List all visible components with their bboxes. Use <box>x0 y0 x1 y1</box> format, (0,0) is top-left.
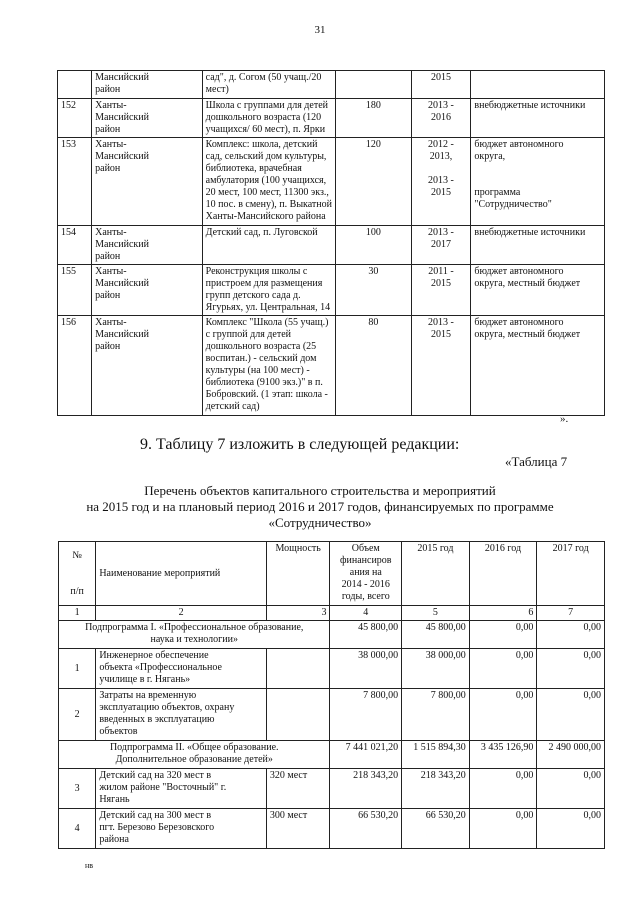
row-source: бюджет автономного округа, местный бюджет <box>471 265 605 316</box>
row-years: 2013 - 2015 <box>411 316 471 416</box>
header-2016: 2016 год <box>469 542 537 606</box>
index-cell: 7 <box>537 606 605 621</box>
footer-mark: нв <box>85 861 94 870</box>
index-cell: 6 <box>469 606 537 621</box>
subprogram-row <box>59 741 605 769</box>
program-table-body <box>59 542 605 849</box>
table-row <box>58 316 605 416</box>
row-2016: 0,00 <box>469 649 537 689</box>
program-table <box>58 541 605 849</box>
row-number: 153 <box>58 138 92 226</box>
row-capacity: 320 мест <box>266 769 330 809</box>
row-years: 2012 - 2013, 2013 - 2015 <box>411 138 471 226</box>
row-years: 2011 - 2015 <box>411 265 471 316</box>
row-source: внебюджетные источники <box>471 226 605 265</box>
table-label: «Таблица 7 <box>505 454 568 469</box>
index-cell: 3 <box>266 606 330 621</box>
table-row <box>58 71 605 99</box>
row-2017: 0,00 <box>537 649 605 689</box>
header-financing: Объем финансиров ания на 2014 - 2016 годы, всего <box>330 542 402 606</box>
row-district: Ханты- Мансийский район <box>92 99 203 138</box>
row-object: Реконструкция школы с пристроем для размещения групп детского сада д. Ягурьях, ул. Центральная, 14 <box>202 265 336 316</box>
row-number: 1 <box>59 649 96 689</box>
table-row <box>58 226 605 265</box>
row-district: Ханты- Мансийский район <box>92 265 203 316</box>
subprogram-row <box>59 621 605 649</box>
row-capacity: 30 <box>336 265 411 316</box>
index-cell: 2 <box>96 606 267 621</box>
header-2017: 2017 год <box>537 542 605 606</box>
row-2017: 0,00 <box>537 689 605 741</box>
row-district: Мансийский район <box>92 71 203 99</box>
header-capacity: Мощность <box>266 542 330 606</box>
subprogram-2015: 45 800,00 <box>402 621 470 649</box>
subprogram-2016: 3 435 126,90 <box>469 741 537 769</box>
row-financing: 218 343,20 <box>330 769 402 809</box>
row-number <box>58 71 92 99</box>
row-object: Комплекс "Школа (55 учащ.) с группой для детей дошкольного возраста (25 воспитан.) - сельский дом культуры (на 100 мест) - библиотека (9100 экз.)" в п. Бобровский. (1 этап: школа - детский сад) <box>202 316 336 416</box>
row-capacity: 300 мест <box>266 809 330 849</box>
row-name: Детский сад на 300 мест в пгт. Березово Березовского района <box>96 809 267 849</box>
table-row <box>59 689 605 741</box>
row-number: 152 <box>58 99 92 138</box>
subprogram-2016: 0,00 <box>469 621 537 649</box>
row-name: Инженерное обеспечение объекта «Профессиональное училище в г. Нягань» <box>96 649 267 689</box>
row-capacity: 180 <box>336 99 411 138</box>
row-object: Школа с группами для детей дошкольного возраста (120 учащихся/ 60 мест), п. Ярки <box>202 99 336 138</box>
table-index-row <box>59 606 605 621</box>
row-2017: 0,00 <box>537 809 605 849</box>
header-num: № п/п <box>59 542 96 606</box>
row-number: 2 <box>59 689 96 741</box>
row-2016: 0,00 <box>469 809 537 849</box>
table-row <box>59 649 605 689</box>
row-object: Детский сад, п. Луговской <box>202 226 336 265</box>
subprogram-financing: 45 800,00 <box>330 621 402 649</box>
row-district: Ханты- Мансийский район <box>92 226 203 265</box>
row-source: бюджет автономного округа, местный бюджет <box>471 316 605 416</box>
row-number: 154 <box>58 226 92 265</box>
row-object: Комплекс: школа, детский сад, сельский дом культуры, библиотека, врачебная амбулатория (100 учащихся, 20 мест, 100 мест, 11300 экз., 10 пос. в смену), п. Выкатной Ханты-Мансийского района <box>202 138 336 226</box>
table-title: Перечень объектов капитального строительства и мероприятий на 2015 год и на плановый период 2016 и 2017 годов, финансируемых по программе «Сотрудничество» <box>86 483 554 530</box>
row-capacity: 80 <box>336 316 411 416</box>
row-number: 3 <box>59 769 96 809</box>
row-years: 2015 <box>411 71 471 99</box>
index-cell: 5 <box>402 606 470 621</box>
row-capacity <box>266 649 330 689</box>
row-number: 4 <box>59 809 96 849</box>
table-row <box>58 265 605 316</box>
row-financing: 7 800,00 <box>330 689 402 741</box>
row-name: Затраты на временную эксплуатацию объектов, охрану введенных в эксплуатацию объектов <box>96 689 267 741</box>
row-years: 2013 - 2016 <box>411 99 471 138</box>
objects-table-continued <box>57 70 605 416</box>
header-name: Наименование мероприятий <box>96 542 267 606</box>
subprogram-2017: 2 490 000,00 <box>537 741 605 769</box>
page-number: 31 <box>314 24 326 36</box>
row-capacity: 120 <box>336 138 411 226</box>
row-name: Детский сад на 320 мест в жилом районе "Восточный" г. Нягань <box>96 769 267 809</box>
table-row <box>58 138 605 226</box>
subprogram-label: Подпрограмма II. «Общее образование. Дополнительное образование детей» <box>59 741 330 769</box>
section-heading: 9. Таблицу 7 изложить в следующей редакции: <box>140 436 460 453</box>
row-capacity: 100 <box>336 226 411 265</box>
row-financing: 66 530,20 <box>330 809 402 849</box>
row-district: Ханты- Мансийский район <box>92 138 203 226</box>
row-2016: 0,00 <box>469 689 537 741</box>
row-2015: 38 000,00 <box>402 649 470 689</box>
index-cell: 1 <box>59 606 96 621</box>
table-row <box>58 99 605 138</box>
header-2015: 2015 год <box>402 542 470 606</box>
subprogram-label: Подпрограмма I. «Профессиональное образование, наука и технологии» <box>59 621 330 649</box>
subprogram-2015: 1 515 894,30 <box>402 741 470 769</box>
row-number: 156 <box>58 316 92 416</box>
row-financing: 38 000,00 <box>330 649 402 689</box>
closing-quote: ». <box>560 413 569 425</box>
row-object: сад", д. Согом (50 учащ./20 мест) <box>202 71 336 99</box>
row-2015: 66 530,20 <box>402 809 470 849</box>
row-capacity <box>266 689 330 741</box>
row-2016: 0,00 <box>469 769 537 809</box>
objects-table-body <box>58 71 605 416</box>
table-row <box>59 809 605 849</box>
row-number: 155 <box>58 265 92 316</box>
table-row <box>59 769 605 809</box>
row-source: бюджет автономного округа, программа "Сотрудничество" <box>471 138 605 226</box>
row-years: 2013 - 2017 <box>411 226 471 265</box>
row-district: Ханты- Мансийский район <box>92 316 203 416</box>
row-capacity <box>336 71 411 99</box>
row-2015: 7 800,00 <box>402 689 470 741</box>
subprogram-financing: 7 441 021,20 <box>330 741 402 769</box>
row-source: внебюджетные источники <box>471 99 605 138</box>
row-2017: 0,00 <box>537 769 605 809</box>
table-header-row <box>59 542 605 606</box>
row-2015: 218 343,20 <box>402 769 470 809</box>
index-cell: 4 <box>330 606 402 621</box>
subprogram-2017: 0,00 <box>537 621 605 649</box>
row-source <box>471 71 605 99</box>
